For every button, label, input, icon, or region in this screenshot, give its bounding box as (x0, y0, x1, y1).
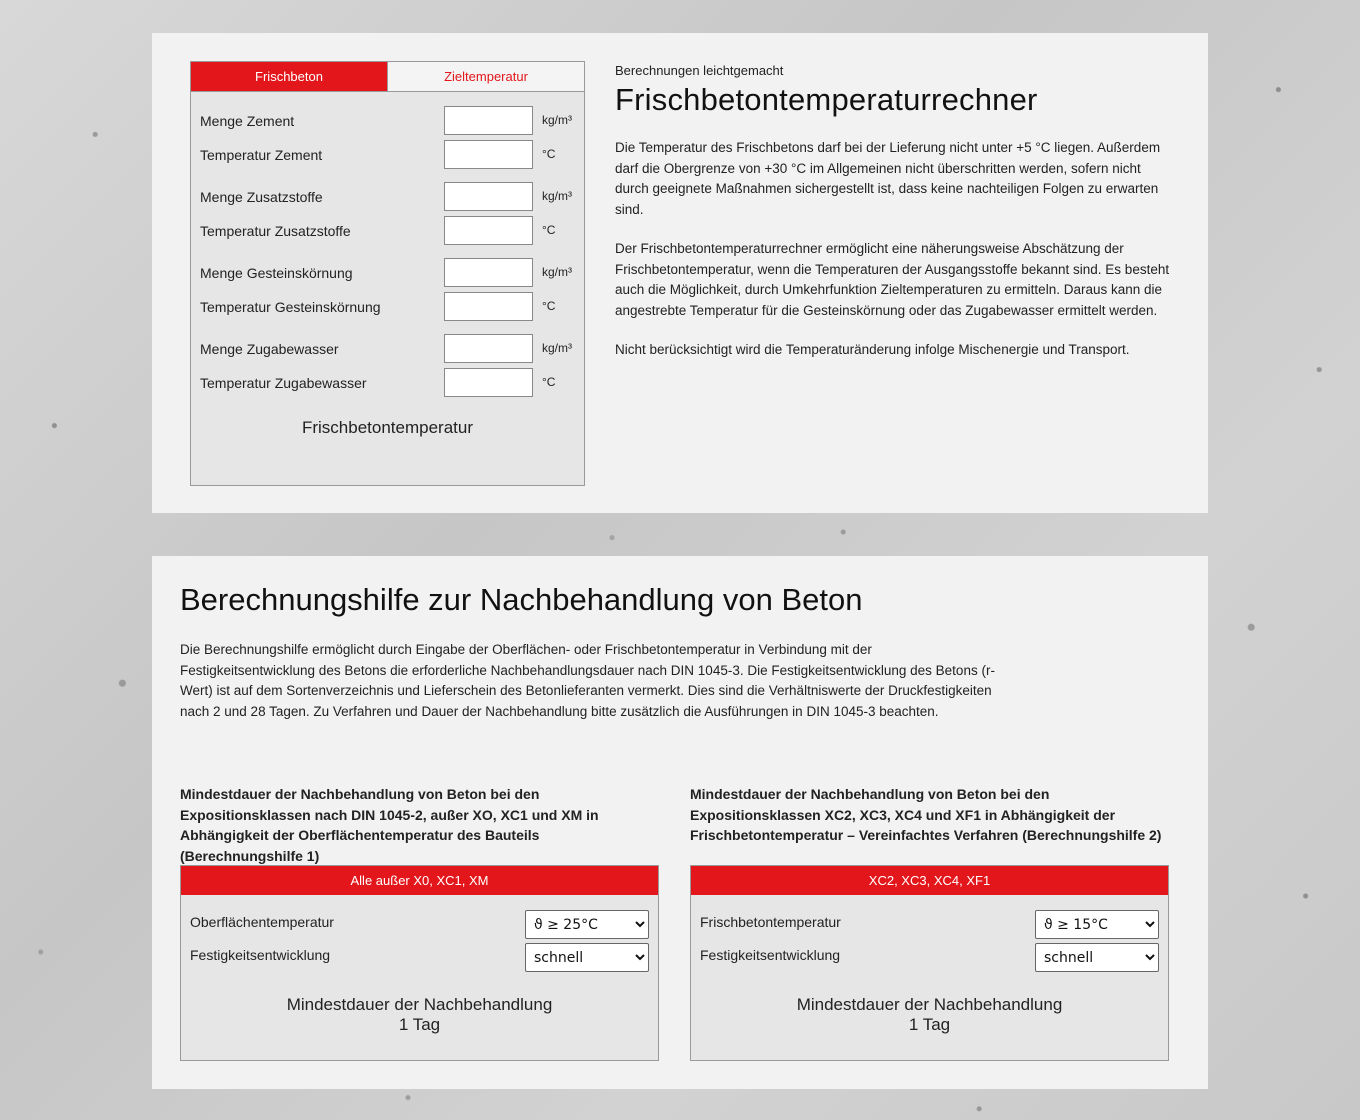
temperature-calculator (190, 61, 585, 486)
helper-box (180, 865, 659, 1061)
row-menge-zugabewasser (200, 334, 575, 364)
strength-select[interactable] (525, 943, 649, 972)
frischbetontemperatur-result: Frischbetontemperatur (301, 418, 474, 437)
row-temperatur-zement (200, 140, 575, 170)
temperatur-zugabewasser-input[interactable] (444, 368, 533, 397)
row-menge-zement (200, 106, 575, 136)
strength-row (190, 943, 649, 973)
unit-label: °C (542, 223, 556, 237)
min-duration-result (181, 995, 658, 1035)
field-label: Menge Gesteinskörnung (200, 265, 353, 281)
unit-label: °C (542, 299, 556, 313)
field-label: Oberflächentemperatur (190, 914, 334, 930)
surface-temperature-select[interactable] (525, 910, 649, 939)
tab-frischbeton[interactable]: Frischbeton (191, 62, 387, 91)
result-label: Mindestdauer der Nachbehandlung (286, 995, 553, 1014)
page-title: Frischbetontemperaturrechner (615, 82, 1038, 117)
row-menge-zusatzstoffe (200, 182, 575, 212)
menge-zusatzstoffe-input[interactable] (444, 182, 533, 211)
menge-zugabewasser-input[interactable] (444, 334, 533, 363)
field-label: Temperatur Gesteinskörnung (200, 299, 381, 315)
row-temperatur-zugabewasser (200, 368, 575, 398)
fresh-concrete-temperature-select[interactable] (1035, 910, 1159, 939)
intro-text (615, 63, 1175, 380)
row-temperatur-gesteinskoernung (200, 292, 575, 322)
field-label: Temperatur Zusatzstoffe (200, 223, 351, 239)
kicker: Berechnungen leichtgemacht (615, 63, 784, 78)
field-label: Festigkeitsentwicklung (190, 947, 331, 963)
helper-box-title: XC2, XC3, XC4, XF1 (691, 866, 1168, 895)
intro-paragraph: Die Temperatur des Frischbetons darf bei der Lieferung nicht unter +5 °C liegen. Außerdem darf die Obergrenze von +30 °C im Allgemeinen nicht überschritten werden, sofern nicht durch geeignete Maßnahmen sichergestellt ist, dass keine nachteiligen Folgen zu erwarten sind. (615, 140, 1161, 217)
section-title: Berechnungshilfe zur Nachbehandlung von Beton (180, 582, 863, 617)
field-label: Menge Zugabewasser (200, 341, 339, 357)
surface-temperature-row (190, 910, 649, 940)
temperatur-zusatzstoffe-input[interactable] (444, 216, 533, 245)
unit-label: kg/m³ (542, 113, 572, 127)
helper-2 (690, 784, 1169, 1034)
unit-label: °C (542, 147, 556, 161)
helper-box (690, 865, 1169, 1061)
section-description: Die Berechnungshilfe ermöglicht durch Eingabe der Oberflächen- oder Frischbetontemperatur in Verbindung mit der Festigkeitsentwicklung des Betons die erforderliche Nachbehandlungsdauer nach DIN 1045-3. Die Festigkeitsentwicklung des Betons (r-Wert) ist auf dem Sortenverzeichnis und Lieferschein des Betonlieferanten vermerkt. Dies sind die Verhältniswerte der Druckfestigkeiten nach 2 und 28 Tagen. Zu Verfahren und Dauer der Nachbehandlung bitte zusätzlich die Ausführungen in DIN 1045-3 beachten. (180, 642, 995, 719)
result-label: Mindestdauer der Nachbehandlung (796, 995, 1063, 1014)
menge-gesteinskoernung-input[interactable] (444, 258, 533, 287)
menge-zement-input[interactable] (444, 106, 533, 135)
field-label: Temperatur Zugabewasser (200, 375, 367, 391)
unit-label: °C (542, 375, 556, 389)
field-label: Menge Zement (200, 113, 295, 129)
row-temperatur-zusatzstoffe (200, 216, 575, 246)
result-value: 1 Tag (908, 1015, 951, 1034)
field-label: Temperatur Zement (200, 147, 323, 163)
unit-label: kg/m³ (542, 265, 572, 279)
helper-1 (180, 784, 659, 1034)
temperatur-zement-input[interactable] (444, 140, 533, 169)
fresh-concrete-temperature-row (700, 910, 1159, 940)
helper-box-title: Alle außer X0, XC1, XM (181, 866, 658, 895)
helper-heading: Mindestdauer der Nachbehandlung von Beton bei den Expositionsklassen XC2, XC3, XC4 und XF1 in Abhängigkeit der Frischbetontemperatur – Vereinfachtes Verfahren (Berechnungshilfe 2) (690, 786, 1162, 843)
helper-heading: Mindestdauer der Nachbehandlung von Beton bei den Expositionsklassen nach DIN 1045-2, außer XO, XC1 und XM in Abhängigkeit der Oberflächentemperatur des Bauteils (Berechnungshilfe 1) (180, 786, 599, 864)
strength-select[interactable] (1035, 943, 1159, 972)
field-label: Frischbetontemperatur (700, 914, 841, 930)
calculator-tabs (191, 62, 584, 92)
temperatur-gesteinskoernung-input[interactable] (444, 292, 533, 321)
result-value: 1 Tag (398, 1015, 441, 1034)
tab-zieltemperatur[interactable]: Zieltemperatur (387, 62, 584, 91)
row-menge-gesteinskoernung (200, 258, 575, 288)
unit-label: kg/m³ (542, 189, 572, 203)
min-duration-result (691, 995, 1168, 1035)
intro-paragraph: Nicht berücksichtigt wird die Temperaturänderung infolge Mischenergie und Transport. (615, 342, 1130, 357)
field-label: Festigkeitsentwicklung (700, 947, 841, 963)
calculator-panel (152, 33, 1208, 513)
intro-paragraph: Der Frischbetontemperaturrechner ermöglicht eine näherungsweise Abschätzung der Frischbetontemperatur, wenn die Temperaturen der Ausgangsstoffe bekannt sind. Es besteht auch die Möglichkeit, durch Umkehrfunktion Zieltemperaturen zu ermitteln. Daraus kann die angestrebte Temperatur für die Gesteinskörnung oder das Zugabewasser ermittelt werden. (615, 241, 1170, 318)
field-label: Menge Zusatzstoffe (200, 189, 323, 205)
unit-label: kg/m³ (542, 341, 572, 355)
aftercare-panel (152, 556, 1208, 1089)
strength-row (700, 943, 1159, 973)
